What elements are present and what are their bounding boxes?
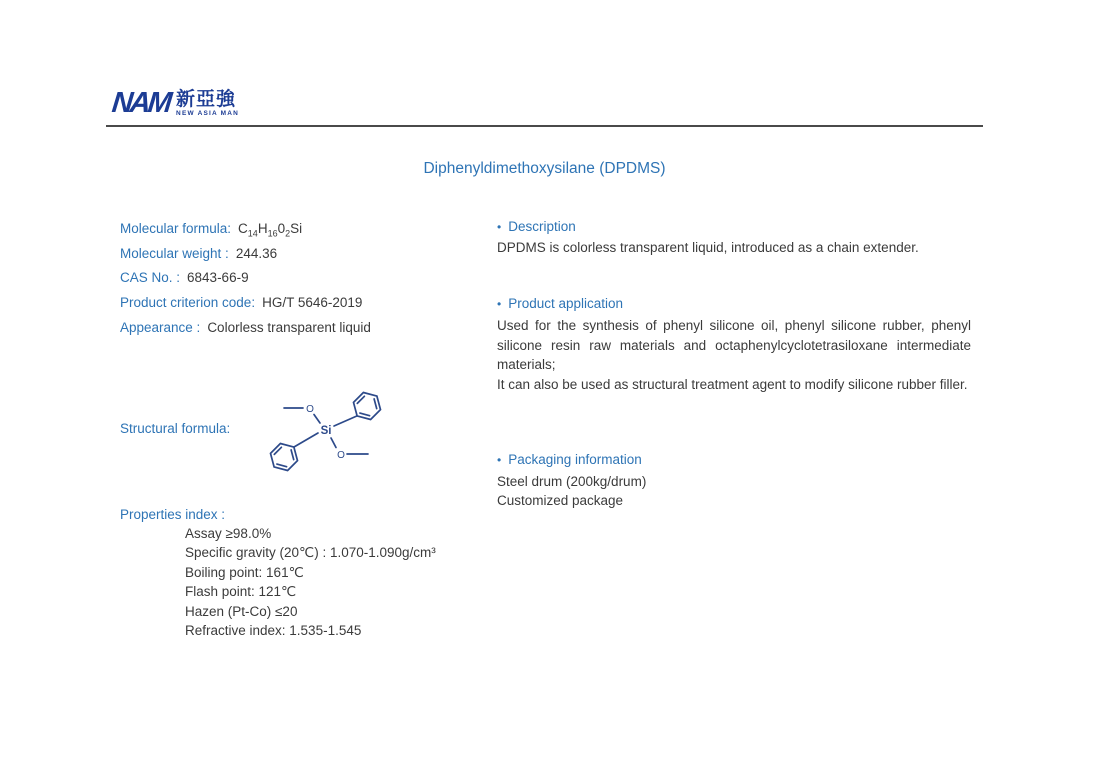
property-assay: Assay ≥98.0%	[185, 526, 272, 541]
property-refractive-index: Refractive index: 1.535-1.545	[185, 623, 362, 638]
field-value: 244.36	[235, 246, 278, 261]
oxygen-atom-label: O	[306, 404, 314, 415]
oxygen-atom-label: O	[337, 450, 345, 461]
packaging-information-heading	[497, 452, 642, 467]
field-value: $C_{14}H_{16}0_2Si$	[238, 221, 303, 239]
logo-subtext: NEW ASIA MAN	[176, 110, 240, 117]
logo-wordmark	[176, 90, 239, 117]
application-paragraph-1: Used for the synthesis of phenyl silicone oil, phenyl silicone rubber, phenyl silicone resin raw materials and octaphenylcyclotetrasiloxane intermediate materials;	[497, 318, 971, 373]
field-label: Appearance :	[120, 320, 201, 335]
field-appearance	[120, 320, 371, 335]
silicon-atom-label: Si	[320, 425, 332, 437]
field-label: CAS No. :	[120, 270, 181, 285]
bullet-icon: •	[497, 453, 502, 467]
field-value: 6843-66-9	[187, 270, 249, 285]
description-heading	[497, 219, 576, 234]
field-value: HG/T 5646-2019	[262, 295, 363, 310]
field-value: Colorless transparent liquid	[207, 320, 371, 335]
field-product-criterion-code	[120, 295, 362, 310]
property-flash-point: Flash point: 121℃	[185, 584, 297, 599]
page-title: Diphenyldimethoxysilane (DPDMS)	[423, 160, 666, 177]
field-molecular-weight	[120, 246, 277, 261]
field-molecular-formula	[120, 221, 302, 239]
section-title: Description	[508, 219, 576, 234]
bullet-icon: •	[497, 297, 502, 311]
packaging-line-customized: Customized package	[497, 493, 624, 508]
structural-formula-drawing	[252, 381, 402, 491]
field-label: Molecular weight :	[120, 246, 229, 261]
field-cas-no	[120, 270, 249, 285]
logo-chinese-text: 新亞強	[176, 89, 237, 110]
product-application-body	[497, 316, 971, 395]
logo-acronym: NAM	[110, 87, 171, 119]
property-hazen: Hazen (Pt-Co) ≤20	[185, 604, 298, 619]
field-label: Molecular formula:	[120, 221, 232, 236]
description-body: DPDMS is colorless transparent liquid, introduced as a chain extender.	[497, 240, 919, 255]
section-title: Packaging information	[508, 452, 642, 467]
structural-formula-label: Structural formula:	[120, 421, 231, 436]
company-logo	[112, 89, 239, 118]
properties-index-heading: Properties index :	[120, 507, 226, 522]
section-title: Product application	[508, 296, 624, 311]
field-label: Product criterion code:	[120, 295, 256, 310]
packaging-line-steel-drum: Steel drum (200kg/drum)	[497, 474, 647, 489]
application-paragraph-2: It can also be used as structural treatment agent to modify silicone rubber filler.	[497, 377, 968, 393]
header-divider	[106, 125, 983, 127]
product-application-heading	[497, 296, 623, 311]
bullet-icon: •	[497, 220, 502, 234]
property-specific-gravity: Specific gravity (20℃) : 1.070-1.090g/cm³	[185, 545, 436, 560]
property-boiling-point: Boiling point: 161℃	[185, 565, 304, 580]
